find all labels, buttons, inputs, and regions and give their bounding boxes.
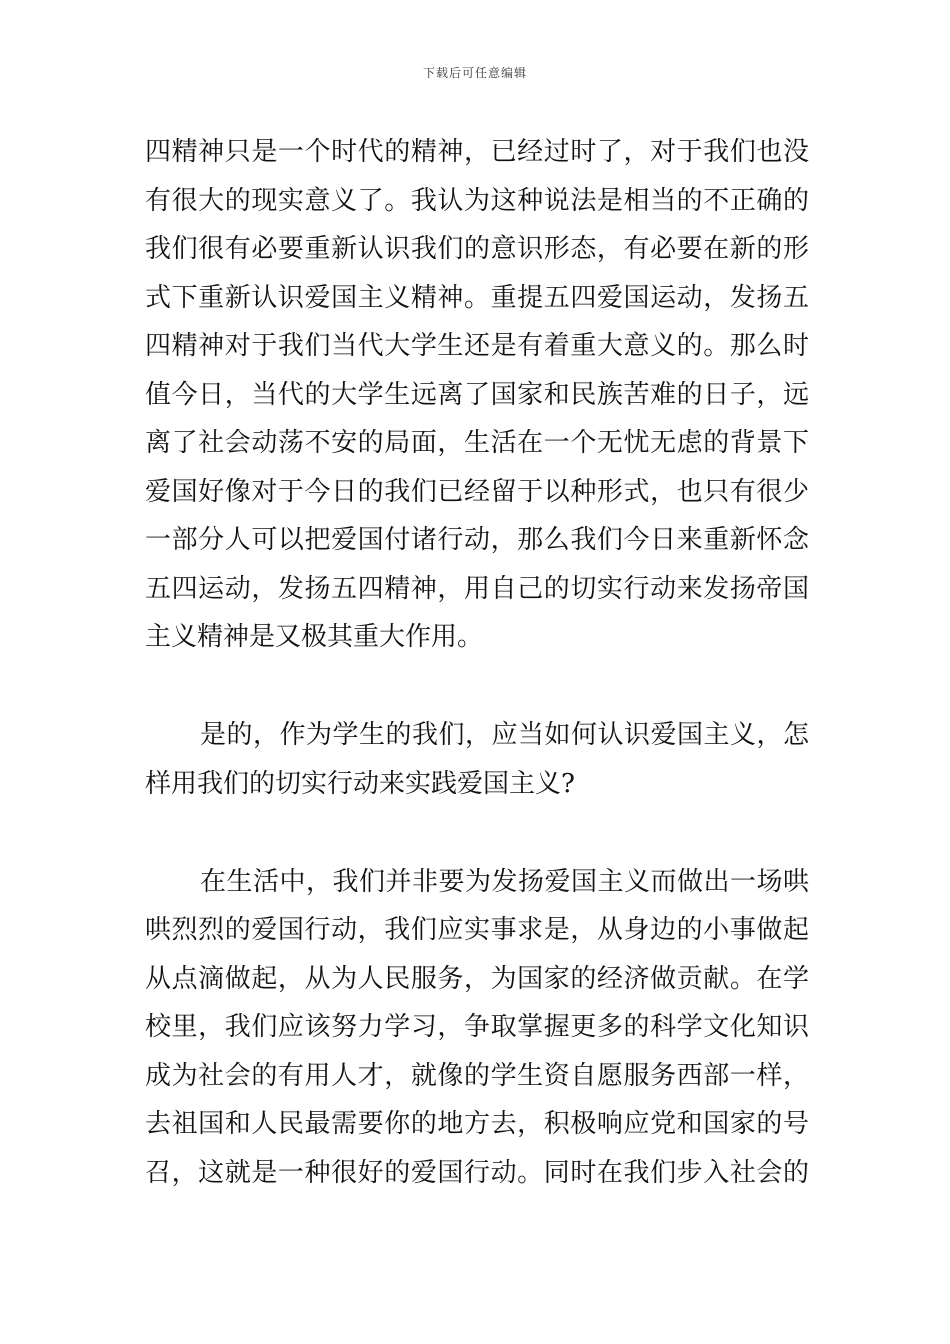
paragraph-1 <box>145 128 809 662</box>
text-line: 四精神只是一个时代的精神，已经过时了，对于我们也没 <box>145 137 809 167</box>
paragraph-2 <box>145 711 809 808</box>
text-line: 式下重新认识爱国主义精神。重提五四爱国运动，发扬五 <box>145 282 809 313</box>
text-line: 值今日，当代的大学生远离了国家和民族苦难的日子，远 <box>145 379 809 410</box>
page-header: 下载后可任意编辑 <box>422 66 527 80</box>
document-body <box>145 128 809 1197</box>
paragraph-spacer <box>145 808 809 858</box>
text-line: 哄烈烈的爱国行动，我们应实事求是，从身边的小事做起 <box>145 915 809 945</box>
text-line: 召，这就是一种很好的爱国行动。同时在我们步入社会的 <box>145 1157 809 1188</box>
text-line: 一部分人可以把爱国付诸行动，那么我们今日来重新怀念 <box>145 525 809 555</box>
text-line: 从点滴做起，从为人民服务，为国家的经济做贡献。在学 <box>145 963 809 994</box>
text-line: 是的，作为学生的我们，应当如何认识爱国主义，怎 <box>200 720 809 750</box>
text-line: 成为社会的有用人才，就像的学生资自愿服务西部一样， <box>145 1060 809 1091</box>
text-line: 在生活中，我们并非要为发扬爱国主义而做出一场哄 <box>200 866 809 897</box>
paragraph-3 <box>145 858 809 1198</box>
text-line: 四精神对于我们当代大学生还是有着重大意义的。那么时 <box>145 331 809 361</box>
text-line: 爱国好像对于今日的我们已经留于以种形式，也只有很少 <box>145 476 809 507</box>
paragraph-spacer <box>145 662 809 712</box>
text-line: 五四运动，发扬五四精神，用自己的切实行动来发扬帝国 <box>145 573 809 604</box>
text-line: 校里，我们应该努力学习，争取掌握更多的科学文化知识 <box>145 1012 809 1042</box>
text-line: 我们很有必要重新认识我们的意识形态，有必要在新的形 <box>145 234 809 264</box>
text-line: 离了社会动荡不安的局面，生活在一个无忧无虑的背景下 <box>145 428 809 458</box>
text-line: 样用我们的切实行动来实践爱国主义? <box>145 768 575 799</box>
text-line: 主义精神是又极其重大作用。 <box>145 622 484 652</box>
text-line: 有很大的现实意义了。我认为这种说法是相当的不正确的 <box>145 185 809 216</box>
text-line: 去祖国和人民最需要你的地方去，积极响应党和国家的号 <box>145 1109 809 1139</box>
